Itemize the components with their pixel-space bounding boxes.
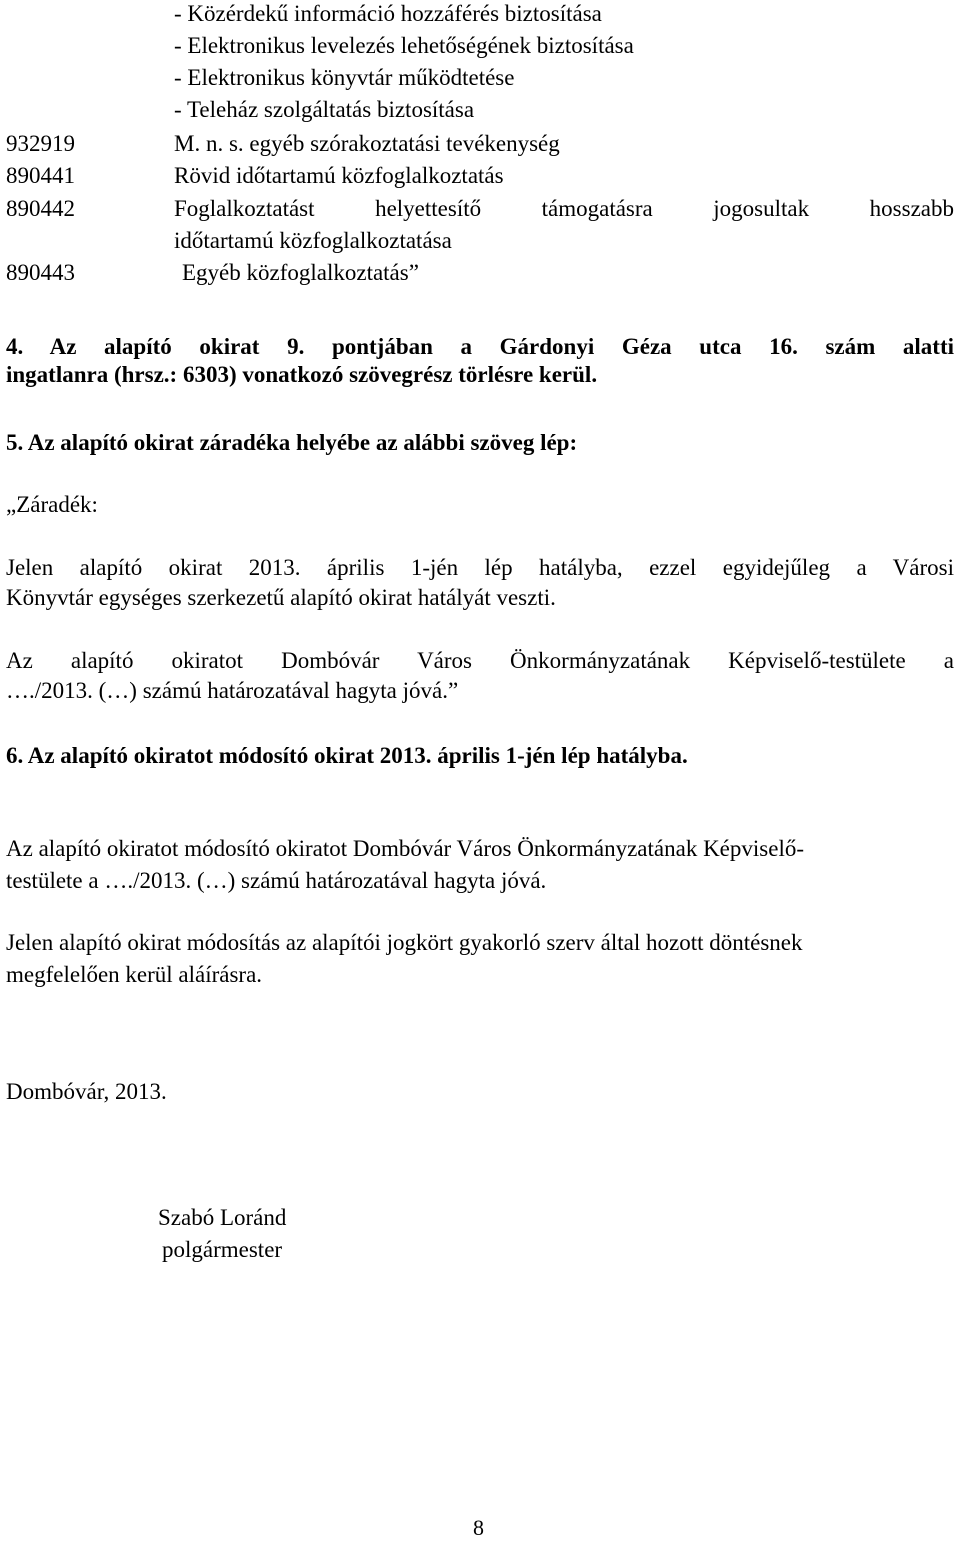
activity-text-continuation: időtartamú közfoglalkoztatása xyxy=(174,228,452,253)
zaradek-paragraph-2-line-1: Az alapító okiratot Dombóvár Város Önkormányzatának Képviselő-testülete a xyxy=(6,648,954,673)
closing-paragraph-2-line-1: Jelen alapító okirat módosítás az alapítói jogkört gyakorló szerv által hozott döntésnek xyxy=(6,930,803,955)
zaradek-paragraph-1-line-1: Jelen alapító okirat 2013. április 1-jén lép hatályba, ezzel egyidejűleg a Városi xyxy=(6,555,954,580)
activity-code: 890442 xyxy=(6,196,75,221)
section-4-line-1: 4. Az alapító okirat 9. pontjában a Gárdonyi Géza utca 16. szám alatti xyxy=(6,334,954,359)
bullet-item: - Teleház szolgáltatás biztosítása xyxy=(174,97,475,122)
bullet-item: - Közérdekű információ hozzáférés biztosítása xyxy=(174,1,602,26)
section-5-heading: 5. Az alapító okirat záradéka helyébe az alábbi szöveg lép: xyxy=(6,430,578,455)
bullet-item: - Elektronikus könyvtár működtetése xyxy=(174,65,515,90)
page-number: 8 xyxy=(473,1515,484,1540)
signatory-name: Szabó Loránd xyxy=(158,1205,287,1230)
closing-paragraph-1-line-2: testülete a …./2013. (…) számú határozatával hagyta jóvá. xyxy=(6,868,547,893)
section-6-heading: 6. Az alapító okiratot módosító okirat 2013. április 1-jén lép hatályba. xyxy=(6,743,688,768)
signatory-title: polgármester xyxy=(162,1237,283,1262)
zaradek-paragraph-2-line-2: …./2013. (…) számú határozatával hagyta jóvá.” xyxy=(6,678,459,703)
activity-text: Rövid időtartamú közfoglalkoztatás xyxy=(174,163,504,188)
closing-paragraph-2-line-2: megfelelően kerül aláírásra. xyxy=(6,962,263,987)
activity-text: Foglalkoztatást helyettesítő támogatásra jogosultak hosszabb xyxy=(174,196,954,221)
activity-code: 890443 xyxy=(6,260,75,285)
activity-code: 890441 xyxy=(6,163,75,188)
activity-code: 932919 xyxy=(6,131,75,156)
section-4-line-2: ingatlanra (hrsz.: 6303) vonatkozó szövegrész törlésre kerül. xyxy=(6,362,598,387)
place-date: Dombóvár, 2013. xyxy=(6,1079,167,1104)
closing-paragraph-1-line-1: Az alapító okiratot módosító okiratot Dombóvár Város Önkormányzatának Képviselő- xyxy=(6,836,804,861)
activity-text: Egyéb közfoglalkoztatás” xyxy=(182,260,419,285)
activity-text: M. n. s. egyéb szórakoztatási tevékenység xyxy=(174,131,560,156)
bullet-item: - Elektronikus levelezés lehetőségének biztosítása xyxy=(174,33,634,58)
zaradek-label: „Záradék: xyxy=(6,492,98,517)
zaradek-paragraph-1-line-2: Könyvtár egységes szerkezetű alapító okirat hatályát veszti. xyxy=(6,585,556,610)
